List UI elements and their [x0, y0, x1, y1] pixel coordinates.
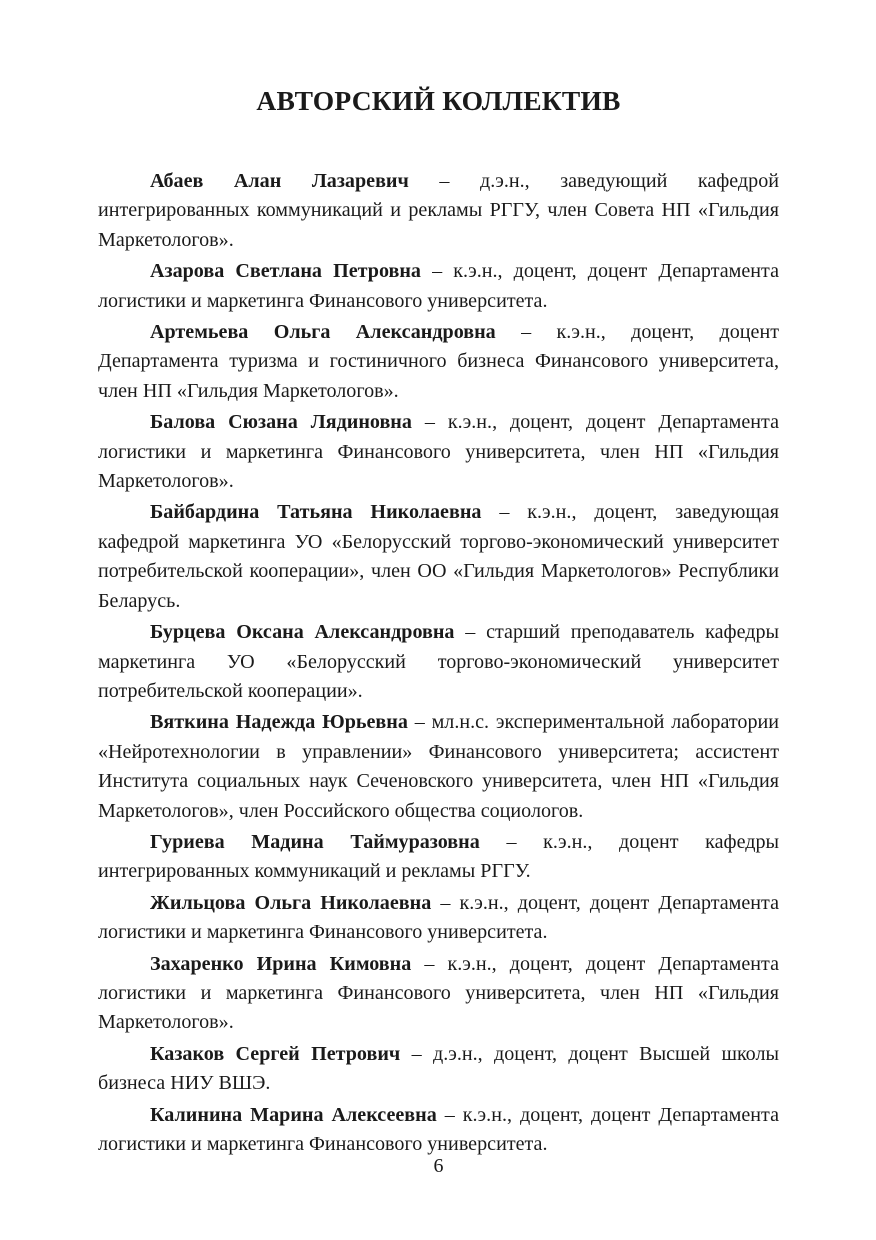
author-entry — [98, 408, 779, 496]
author-entry — [98, 1101, 779, 1160]
author-name: Бурцева Оксана Александровна — [150, 621, 455, 644]
author-description: к.э.н., доцент, доцент Департамента логистики и маркетинга Финансового университета. — [98, 1103, 779, 1155]
author-description: к.э.н., доцент, доцент Департамента логистики и маркетинга Финансового университета, член НП «Гильдия Маркетологов». — [98, 411, 779, 493]
author-name: Казаков Сергей Петрович — [150, 1042, 401, 1065]
author-entry — [98, 498, 779, 616]
author-entry — [98, 318, 779, 406]
dash-separator: – — [407, 711, 432, 734]
dash-separator: – — [411, 411, 448, 434]
dash-separator: – — [420, 260, 454, 283]
author-name: Азарова Светлана Петровна — [150, 260, 421, 283]
author-description: к.э.н., доцент, доцент Департамента логистики и маркетинга Финансового университета, член НП «Гильдия Маркетологов». — [98, 952, 779, 1034]
author-entry — [98, 950, 779, 1038]
dash-separator: – — [436, 1103, 463, 1126]
author-entry — [98, 889, 779, 948]
dash-separator: – — [408, 170, 480, 192]
author-name: Калинина Марина Алексеевна — [150, 1103, 437, 1126]
author-description: к.э.н., доцент кафедры интегрированных коммуникаций и рекламы РГГУ. — [98, 830, 779, 883]
author-description: д.э.н., доцент, доцент Высшей школы бизнеса НИУ ВШЭ. — [98, 1042, 779, 1095]
author-name: Артемьева Ольга Александровна — [150, 321, 496, 344]
author-name: Жильцова Ольга Николаевна — [150, 891, 432, 914]
author-description: к.э.н., доцент, доцент Департамента логистики и маркетинга Финансового университета. — [98, 260, 779, 312]
author-name: Гуриева Мадина Таймуразовна — [150, 830, 480, 853]
dash-separator: – — [454, 621, 487, 644]
author-list — [98, 167, 779, 1161]
author-name: Абаев Алан Лазаревич — [150, 170, 409, 192]
dash-separator: – — [400, 1042, 433, 1065]
dash-separator: – — [479, 830, 544, 853]
author-entry — [98, 257, 779, 316]
author-entry — [98, 708, 779, 826]
page-title: АВТОРСКИЙ КОЛЛЕКТИВ — [256, 85, 621, 116]
author-description: к.э.н., доцент, доцент Департамента туризма и гостиничного бизнеса Финансового университета, член НП «Гильдия Маркетологов». — [98, 321, 780, 402]
author-description: д.э.н., заведующий кафедрой интегрированных коммуникаций и рекламы РГГУ, член Совета НП «Гильдия Маркетологов». — [98, 170, 779, 251]
author-description: старший преподаватель кафедры маркетинга УО «Белорусский торгово-экономический университет потребительской кооперации». — [98, 621, 780, 702]
author-entry — [98, 618, 779, 706]
author-name: Захаренко Ирина Кимовна — [150, 952, 412, 975]
author-description: к.э.н., доцент, заведующая кафедрой маркетинга УО «Белорусский торгово-экономический университет потребительской кооперации», член ОО «Гильдия Маркетологов» Республики Беларусь. — [98, 501, 779, 612]
author-description: к.э.н., доцент, доцент Департамента логистики и маркетинга Финансового университета. — [98, 891, 780, 944]
author-name: Байбардина Татьяна Николаевна — [150, 501, 482, 524]
dash-separator: – — [411, 952, 448, 975]
page-number: 6 — [433, 1155, 444, 1177]
author-name: Балова Сюзана Лядиновна — [150, 411, 412, 434]
dash-separator: – — [481, 501, 528, 524]
dash-separator: – — [431, 891, 460, 914]
author-entry — [98, 167, 779, 255]
author-entry — [98, 1040, 779, 1099]
dash-separator: – — [495, 321, 557, 344]
author-description: мл.н.с. экспериментальной лаборатории «Нейротехнологии в управлении» Финансового университета; ассистент Института социальных наук Сеченовского университета, член НП «Гильдия Маркетологов», член Российского общества социологов. — [98, 711, 779, 822]
author-name: Вяткина Надежда Юрьевна — [150, 711, 408, 734]
author-entry — [98, 828, 779, 887]
